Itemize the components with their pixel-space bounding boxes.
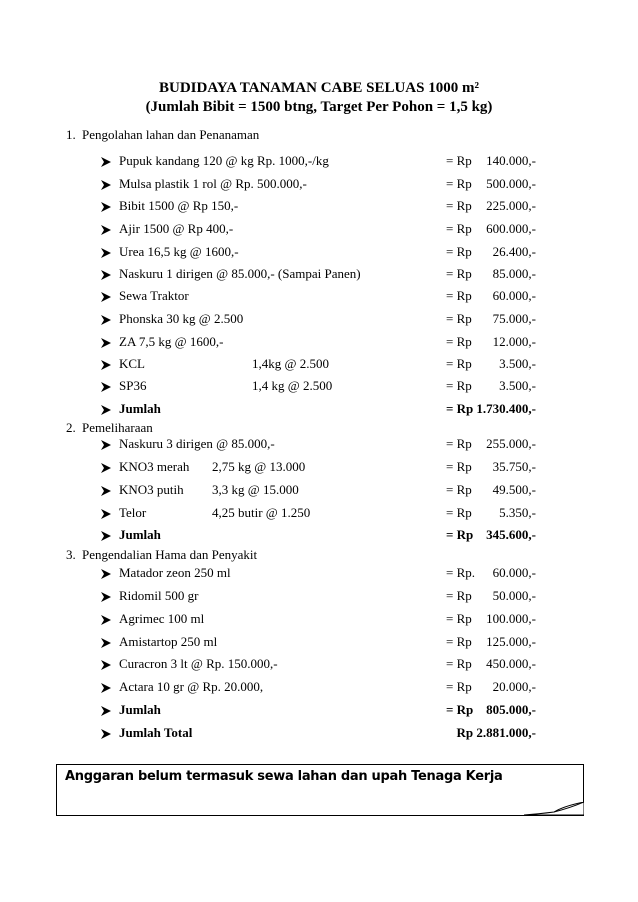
item-currency: = Rp	[446, 198, 472, 213]
arrow-bullet-icon	[100, 224, 112, 236]
document-title: BUDIDAYA TANAMAN CABE SELUAS 1000 m²	[159, 80, 479, 96]
item-amount: 20.000,-	[492, 679, 536, 694]
section-total-row	[100, 702, 540, 720]
list-item	[100, 634, 540, 652]
item-description: Curacron 3 lt @ Rp. 150.000,-	[119, 656, 278, 671]
item-description: Actara 10 gr @ Rp. 20.000,	[119, 679, 264, 694]
list-item	[100, 611, 540, 629]
item-quantity: 1,4kg @ 2.500	[252, 356, 329, 371]
section-title: Pengolahan lahan dan Penanaman	[82, 127, 260, 142]
list-item	[100, 459, 540, 477]
list-item	[100, 311, 540, 329]
item-description: Ridomil 500 gr	[119, 588, 199, 603]
item-amount: 60.000,-	[492, 565, 536, 580]
item-currency: = Rp	[446, 266, 472, 281]
section-total-amount: 345.600,-	[486, 527, 536, 542]
list-item	[100, 588, 540, 606]
section-total-label: Jumlah	[119, 702, 161, 717]
arrow-bullet-icon	[100, 359, 112, 371]
grand-total-amount: Rp 2.881.000,-	[456, 725, 536, 740]
grand-total-row	[100, 725, 540, 743]
section-total-label: Jumlah	[119, 527, 161, 542]
item-amount: 3.500,-	[499, 378, 536, 393]
item-description: Amistartop 250 ml	[119, 634, 218, 649]
item-description: SP36	[119, 378, 147, 393]
arrow-bullet-icon	[100, 728, 112, 740]
arrow-bullet-icon	[100, 337, 112, 349]
arrow-bullet-icon	[100, 568, 112, 580]
list-item	[100, 266, 540, 284]
list-item	[100, 198, 540, 216]
section-heading	[66, 420, 153, 436]
item-description: Telor	[119, 505, 147, 520]
item-quantity: 4,25 butir @ 1.250	[212, 505, 311, 520]
arrow-bullet-icon	[100, 614, 112, 626]
item-currency: = Rp	[446, 221, 472, 236]
item-currency: = Rp	[446, 505, 472, 520]
item-amount: 49.500,-	[492, 482, 536, 497]
arrow-bullet-icon	[100, 659, 112, 671]
arrow-bullet-icon	[100, 485, 112, 497]
list-item	[100, 288, 540, 306]
item-description: Urea 16,5 kg @ 1600,-	[119, 244, 239, 259]
item-currency: = Rp	[446, 288, 472, 303]
arrow-bullet-icon	[100, 404, 112, 416]
arrow-bullet-icon	[100, 682, 112, 694]
item-currency: = Rp	[446, 176, 472, 191]
item-currency: = Rp	[446, 153, 472, 168]
section-total-currency: = Rp	[446, 702, 474, 717]
section-total-row	[100, 527, 540, 545]
list-item	[100, 356, 540, 374]
item-currency: = Rp	[446, 679, 472, 694]
item-description: Mulsa plastik 1 rol @ Rp. 500.000,-	[119, 176, 307, 191]
arrow-bullet-icon	[100, 637, 112, 649]
item-description: Matador zeon 250 ml	[119, 565, 231, 580]
item-amount: 450.000,-	[486, 656, 536, 671]
item-currency: = Rp	[446, 588, 472, 603]
item-description: Pupuk kandang 120 @ kg Rp. 1000,-/kg	[119, 153, 329, 168]
item-amount: 3.500,-	[499, 356, 536, 371]
arrow-bullet-icon	[100, 179, 112, 191]
list-item	[100, 565, 540, 583]
item-currency: = Rp.	[446, 565, 476, 580]
item-amount: 60.000,-	[492, 288, 536, 303]
section-total-row	[100, 401, 540, 419]
section-total-currency: = Rp	[446, 401, 474, 416]
list-item	[100, 679, 540, 697]
item-description: Agrimec 100 ml	[119, 611, 205, 626]
item-amount: 26.400,-	[492, 244, 536, 259]
item-description: Naskuru 3 dirigen @ 85.000,-	[119, 436, 275, 451]
document-subtitle: (Jumlah Bibit = 1500 btng, Target Per Pohon = 1,5 kg)	[145, 99, 493, 115]
item-currency: = Rp	[446, 634, 472, 649]
list-item	[100, 436, 540, 454]
item-currency: = Rp	[446, 244, 472, 259]
item-amount: 50.000,-	[492, 588, 536, 603]
item-currency: = Rp	[446, 311, 472, 326]
item-description: Bibit 1500 @ Rp 150,-	[119, 198, 239, 213]
item-currency: = Rp	[446, 656, 472, 671]
arrow-bullet-icon	[100, 591, 112, 603]
section-title: Pengendalian Hama dan Penyakit	[82, 547, 258, 562]
item-currency: = Rp	[446, 334, 472, 349]
item-currency: = Rp	[446, 436, 472, 451]
item-amount: 12.000,-	[492, 334, 536, 349]
list-item	[100, 656, 540, 674]
item-amount: 225.000,-	[486, 198, 536, 213]
item-amount: 140.000,-	[486, 153, 536, 168]
arrow-bullet-icon	[100, 314, 112, 326]
section-heading	[66, 547, 258, 563]
note-box	[56, 764, 584, 816]
list-item	[100, 153, 540, 171]
item-description: ZA 7,5 kg @ 1600,-	[119, 334, 224, 349]
arrow-bullet-icon	[100, 247, 112, 259]
section-total-amount: 805.000,-	[486, 702, 536, 717]
item-currency: = Rp	[446, 459, 472, 474]
item-amount: 5.350,-	[499, 505, 536, 520]
item-description: KCL	[119, 356, 145, 371]
list-item	[100, 482, 540, 500]
item-quantity: 1,4 kg @ 2.500	[252, 378, 333, 393]
arrow-bullet-icon	[100, 462, 112, 474]
section-total-amount: 1.730.400,-	[476, 401, 536, 416]
item-amount: 600.000,-	[486, 221, 536, 236]
item-description: Ajir 1500 @ Rp 400,-	[119, 221, 234, 236]
arrow-bullet-icon	[100, 269, 112, 281]
item-currency: = Rp	[446, 482, 472, 497]
section-number: 3.	[66, 547, 76, 562]
item-description: Naskuru 1 dirigen @ 85.000,- (Sampai Panen)	[119, 266, 361, 281]
item-amount: 100.000,-	[486, 611, 536, 626]
section-heading	[66, 127, 260, 143]
list-item	[100, 176, 540, 194]
item-description: Phonska 30 kg @ 2.500	[119, 311, 244, 326]
item-description: Sewa Traktor	[119, 288, 189, 303]
page-curl-icon	[524, 802, 584, 816]
item-quantity: 3,3 kg @ 15.000	[212, 482, 299, 497]
arrow-bullet-icon	[100, 508, 112, 520]
item-amount: 85.000,-	[492, 266, 536, 281]
grand-total-label: Jumlah Total	[119, 725, 193, 740]
item-amount: 255.000,-	[486, 436, 536, 451]
item-currency: = Rp	[446, 611, 472, 626]
item-description: KNO3 merah	[119, 459, 190, 474]
item-quantity: 2,75 kg @ 13.000	[212, 459, 306, 474]
arrow-bullet-icon	[100, 201, 112, 213]
section-title: Pemeliharaan	[82, 420, 153, 435]
list-item	[100, 244, 540, 262]
item-currency: = Rp	[446, 378, 472, 393]
item-description: KNO3 putih	[119, 482, 184, 497]
section-total-label: Jumlah	[119, 401, 161, 416]
item-amount: 75.000,-	[492, 311, 536, 326]
item-amount: 35.750,-	[492, 459, 536, 474]
item-amount: 500.000,-	[486, 176, 536, 191]
arrow-bullet-icon	[100, 291, 112, 303]
section-number: 1.	[66, 127, 76, 142]
item-amount: 125.000,-	[486, 634, 536, 649]
list-item	[100, 378, 540, 396]
arrow-bullet-icon	[100, 156, 112, 168]
section-number: 2.	[66, 420, 76, 435]
list-item	[100, 334, 540, 352]
note-text: Anggaran belum termasuk sewa lahan dan upah Tenaga Kerja	[65, 769, 503, 784]
arrow-bullet-icon	[100, 530, 112, 542]
section-total-currency: = Rp	[446, 527, 474, 542]
list-item	[100, 505, 540, 523]
arrow-bullet-icon	[100, 439, 112, 451]
list-item	[100, 221, 540, 239]
item-currency: = Rp	[446, 356, 472, 371]
arrow-bullet-icon	[100, 705, 112, 717]
arrow-bullet-icon	[100, 381, 112, 393]
